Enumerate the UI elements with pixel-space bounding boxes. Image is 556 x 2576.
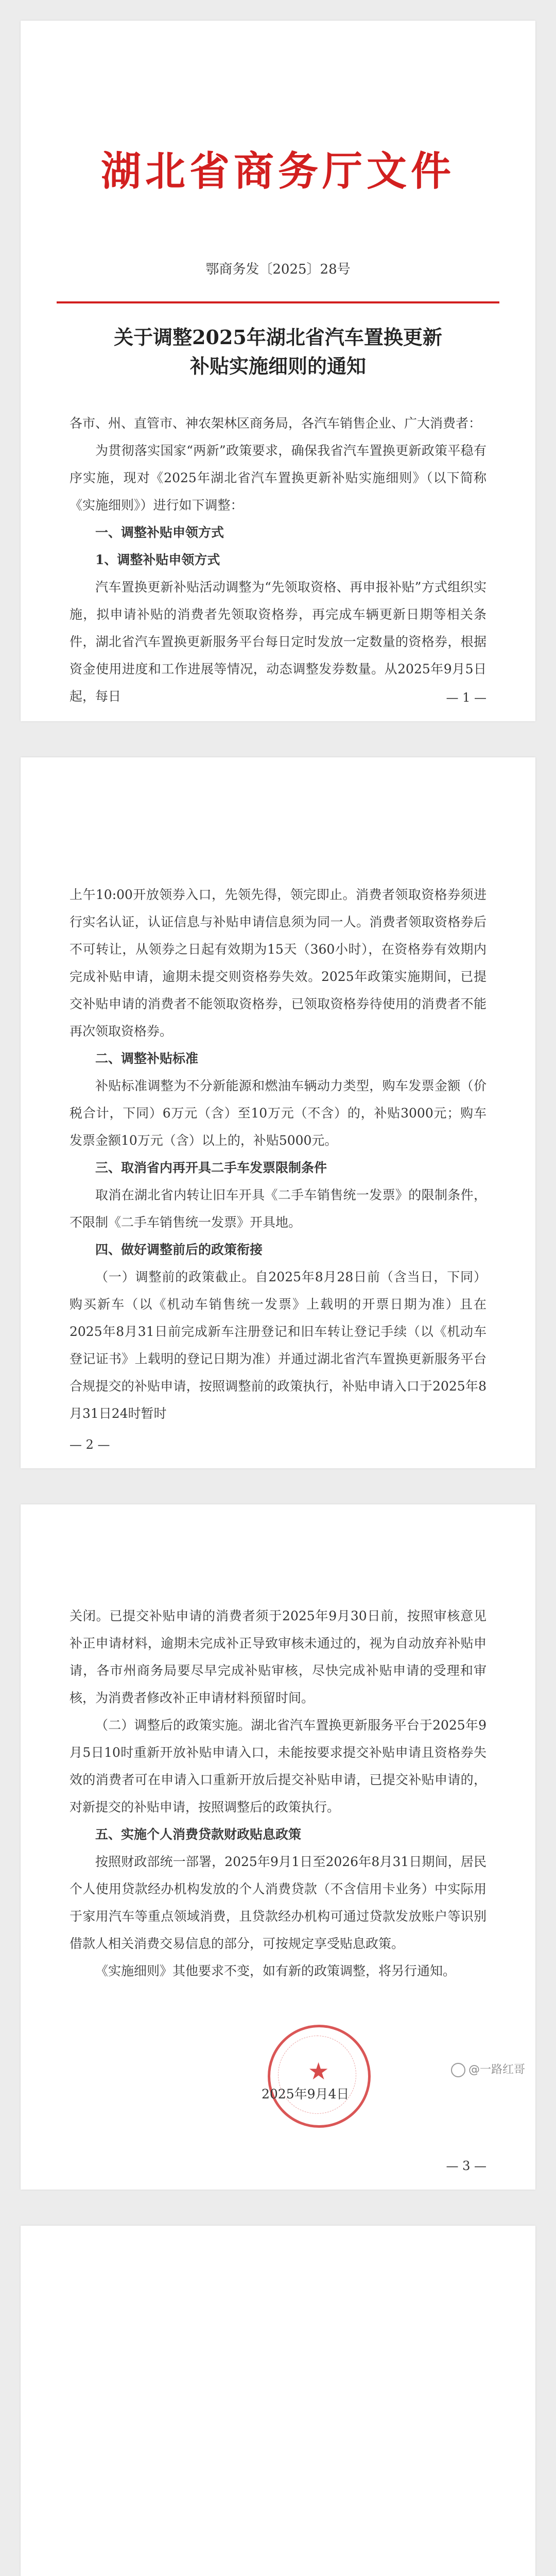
section-1-heading: 一、调整补贴申领方式: [95, 525, 224, 540]
page3-body: [70, 1602, 486, 1985]
seal-star-icon: ★: [308, 2057, 329, 2085]
page-number-3: — 3 —: [446, 2159, 486, 2173]
title-line-2: 补贴实施细则的通知: [189, 354, 366, 378]
section-3-paragraph: 取消在湖北省内转让旧车开具《二手车销售统一发票》的限制条件，不限制《二手车销售统一发票》开具地。: [70, 1188, 486, 1230]
official-seal: [268, 2025, 371, 2128]
page2-body: [70, 881, 486, 1427]
intro-paragraph: 为贯彻落实国家“两新”政策要求，确保我省汽车置换更新政策平稳有序实施，现对《2025年湖北省汽车置换更新补贴实施细则》（以下简称《实施细则》）进行如下调整：: [70, 443, 486, 513]
signature-date: 2025年9月4日: [262, 2087, 350, 2102]
section-4-heading: 四、做好调整前后的政策衔接: [95, 1242, 263, 1257]
red-divider-line: [57, 301, 499, 303]
closing-paragraph: 《实施细则》其他要求不变，如有新的政策调整，将另行通知。: [95, 1963, 456, 1978]
section-4-sub-1: （一）调整前的政策截止。自2025年8月28日前（含当日，下同）购买新车（以《机动车销售统一发票》上载明的开票日期为准）且在2025年8月31日前完成新车注册登记和旧车转让登记手续（以《机动车登记证书》上载明的登记日期为准）并通过湖北省汽车置换更新服务平台合规提交的补贴申请，按照调整前的政策执行，补贴申请入口于2025年8月31日24时暂时: [70, 1269, 486, 1421]
section-2-heading: 二、调整补贴标准: [95, 1051, 199, 1066]
watermark: @一路红哥: [451, 2061, 525, 2077]
section-5-heading: 五、实施个人消费贷款财政贴息政策: [95, 1827, 302, 1842]
document-page-1: [21, 21, 535, 721]
section-2-paragraph: 补贴标准调整为不分新能源和燃油车辆动力类型，购车发票金额（价税合计，下同）6万元（含）至10万元（不含）的，补贴3000元；购车发票金额10万元（含）以上的，补贴5000元。: [70, 1078, 486, 1148]
document-header-title: 湖北省商务厅文件: [100, 148, 455, 195]
section-4-sub-2: （二）调整后的政策实施。湖北省汽车置换更新服务平台于2025年9月5日10时重新开放补贴申请入口，未能按要求提交补贴申请且资格券失效的消费者可在申请入口重新开放后提交补贴申请，已提交补贴申请的，对新提交的补贴申请，按照调整后的政策执行。: [70, 1718, 486, 1815]
addressees: 各市、州、直管市、神农架林区商务局，各汽车销售企业、广大消费者：: [70, 416, 482, 431]
document-page-2: [21, 757, 535, 1468]
watermark-logo-icon: [451, 2063, 465, 2077]
document-title: [21, 323, 535, 381]
section-3-heading: 三、取消省内再开具二手车发票限制条件: [95, 1160, 327, 1175]
page2-continuation: 上午10:00开放领券入口，先领先得，领完即止。消费者领取资格券须进行实名认证，认证信息与补贴申请信息须为同一人。消费者领取资格券后不可转让，从领券之日起有效期为15天（360小时），在资格券有效期内完成补贴申请，逾期未提交则资格券失效。2025年政策实施期间，已提交补贴申请的消费者不能领取资格券，已领取资格券待使用的消费者不能再次领取资格券。: [70, 887, 486, 1039]
document-page-3: [21, 1504, 535, 2190]
page3-continuation: 关闭。已提交补贴申请的消费者须于2025年9月30日前，按照审核意见补正申请材料，逾期未完成补正导致审核未通过的，视为自动放弃补贴申请，各市州商务局要尽早完成补贴审核，尽快完成补贴申请的受理和审核，为消费者修改补正申请材料预留时间。: [70, 1608, 486, 1705]
page-number-2: — 2 —: [70, 1437, 110, 1452]
document-page-4: [21, 2226, 535, 2576]
document-number: 鄂商务发〔2025〕28号: [205, 262, 351, 277]
page1-body: [70, 410, 486, 710]
section-1-paragraph: 汽车置换更新补贴活动调整为“先领取资格、再申报补贴”方式组织实施，拟申请补贴的消费者先领取资格券，再完成车辆更新日期等相关条件，湖北省汽车置换更新服务平台每日定时发放一定数量的资格券，根据资金使用进度和工作进展等情况，动态调整发券数量。从2025年9月5日起，每日: [70, 580, 486, 704]
title-line-1: 关于调整2025年湖北省汽车置换更新: [114, 326, 442, 349]
section-5-paragraph: 按照财政部统一部署，2025年9月1日至2026年8月31日期间，居民个人使用贷款经办机构发放的个人消费贷款（不含信用卡业务）中实际用于家用汽车等重点领域消费，且贷款经办机构可通过贷款发放账户等识别借款人相关消费交易信息的部分，可按规定享受贴息政策。: [70, 1854, 486, 1951]
subsection-1-heading: 1、调整补贴申领方式: [95, 552, 220, 567]
page-number-1: — 1 —: [446, 690, 486, 705]
